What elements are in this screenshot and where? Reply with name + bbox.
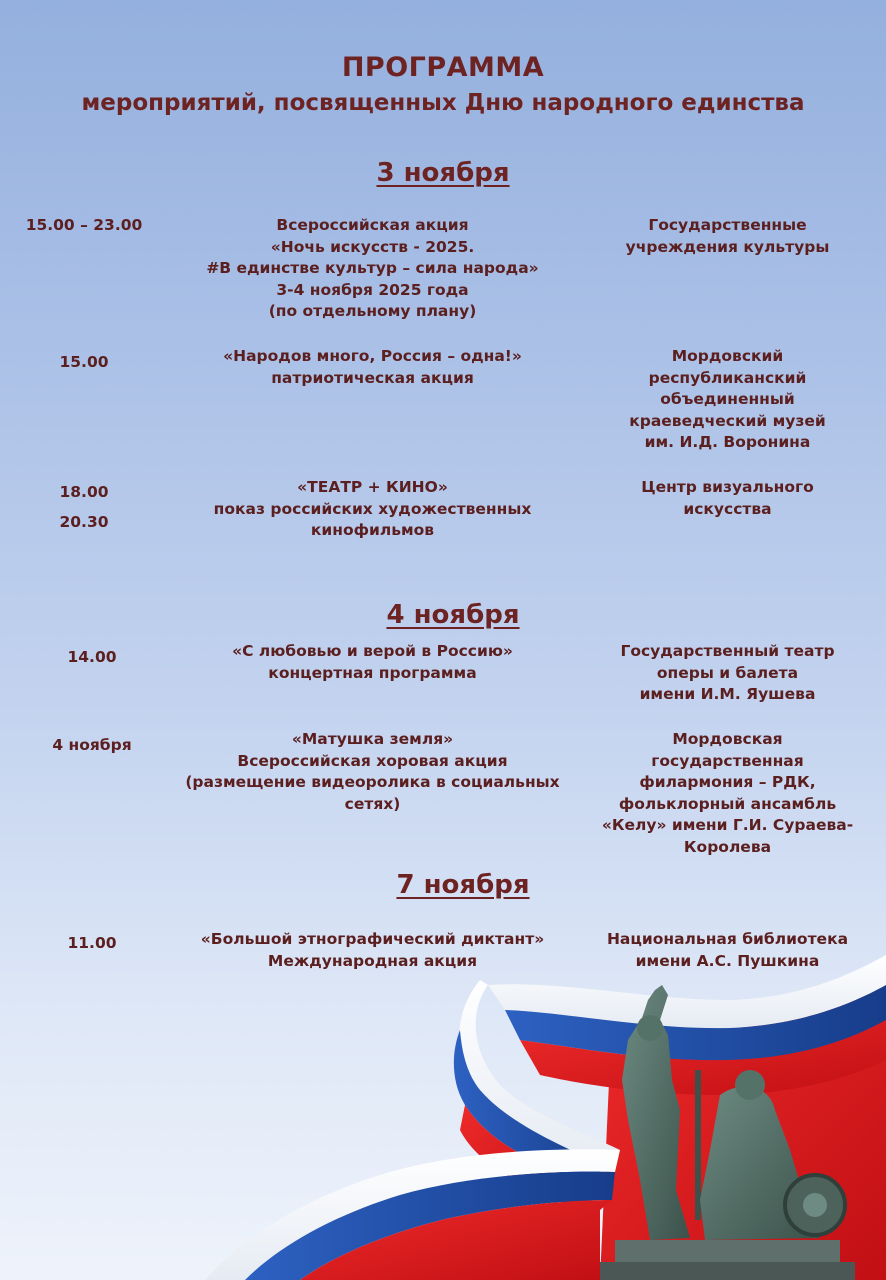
page-subtitle: мероприятий, посвященных Дню народного единства bbox=[81, 90, 805, 116]
event-title: «ТЕАТР + КИНО» показ российских художественных кинофильмов bbox=[213, 478, 532, 539]
event-location: Мордовский республиканский объединенный краеведческий музей им. И.Д. Воронина bbox=[629, 347, 826, 451]
event-location: Мордовская государственная филармония – РДК, фольклорный ансамбль «Келу» имени Г.И. Сураева- Королева bbox=[601, 730, 854, 856]
event-location: Центр визуального искусства bbox=[641, 478, 814, 518]
event-location: Государственные учреждения культуры bbox=[625, 216, 830, 256]
event-title: «Большой этнографический диктант» Международная акция bbox=[200, 930, 545, 970]
event-location: Государственный театр оперы и балета имени И.М. Яушева bbox=[620, 642, 835, 703]
event-time: 4 ноября bbox=[52, 736, 132, 754]
day-heading-nov-7: 7 ноября bbox=[396, 870, 530, 900]
event-time: 14.00 bbox=[67, 648, 117, 666]
event-time: 20.30 bbox=[59, 513, 109, 531]
event-title: Всероссийская акция «Ночь искусств - 2025. #В единстве культур – сила народа» 3-4 ноября 2025 года (по отдельному плану) bbox=[206, 216, 539, 320]
day-heading-nov-3: 3 ноября bbox=[376, 158, 510, 188]
event-time: 15.00 bbox=[59, 353, 109, 371]
event-time: 11.00 bbox=[67, 934, 117, 952]
day-heading-nov-4: 4 ноября bbox=[386, 600, 520, 630]
event-location: Национальная библиотека имени А.С. Пушкина bbox=[606, 930, 849, 970]
event-title: «Народов много, Россия – одна!» патриотическая акция bbox=[223, 347, 522, 387]
event-time: 15.00 – 23.00 bbox=[25, 216, 143, 234]
event-title: «Матушка земля» Всероссийская хоровая акция (размещение видеоролика в социальных сетях) bbox=[185, 730, 560, 813]
event-time: 18.00 bbox=[59, 483, 109, 501]
event-title: «С любовью и верой в Россию» концертная программа bbox=[232, 642, 513, 682]
page-title: ПРОГРАММА bbox=[341, 52, 545, 83]
